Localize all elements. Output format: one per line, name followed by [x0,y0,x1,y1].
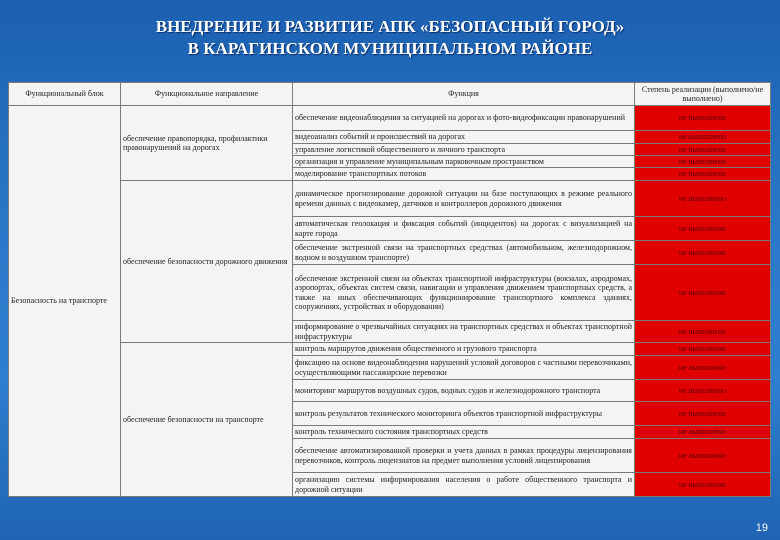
table-row [9,343,771,356]
header-function: Функция [293,83,635,106]
function-cell: фиксацию на основе видеонаблюдения нарушений условий договоров с частными перевозчиками, осуществляющими пассажирские перевозки [293,356,635,380]
table-header-row [9,83,771,106]
status-cell: не выполнено [635,106,771,131]
title-line-2: В КАРАГИНСКОМ МУНИЦИПАЛЬНОМ РАЙОНЕ [187,39,593,58]
block-cell: Безопасность на транспорте [9,106,121,497]
slide-title [0,16,780,60]
status-cell: не выполнено [635,356,771,380]
direction-cell: обеспечение правопорядка, профилактики правонарушений на дорогах [121,106,293,181]
table-row [9,181,771,217]
header-status: Степень реализации (выполнено/не выполнено) [635,83,771,106]
function-cell: контроль технического состояния транспортных средств [293,426,635,439]
title-line-1: ВНЕДРЕНИЕ И РАЗВИТИЕ АПК «БЕЗОПАСНЫЙ ГОРОД» [155,17,625,36]
function-cell: автоматическая геолокация и фиксация событий (инцидентов) на дорогах с визуализацией на карте города [293,217,635,241]
status-cell: не выполнено [635,439,771,473]
function-cell: организация и управление муниципальным парковочным пространством [293,156,635,168]
direction-cell: обеспечение безопасности на транспорте [121,343,293,497]
status-cell: не выполнено [635,217,771,241]
function-cell: обеспечение экстренной связи на транспортных средствах (автомобильном, железнодорожном, водном и воздушном транспорте) [293,241,635,265]
status-cell: не выполнено [635,156,771,168]
function-cell: организацию системы информирования населения о работе общественного транспорта и дорожной ситуации [293,473,635,497]
header-block: Функциональный блок [9,83,121,106]
implementation-table [8,82,771,497]
direction-cell: обеспечение безопасности дорожного движения [121,181,293,343]
status-cell: не выполнено [635,241,771,265]
function-cell: обеспечение автоматизированной проверки и учета данных в рамках процедуры лицензирования перевозчиков, контроль лицензиатов на предмет выполнения условий лицензирования [293,439,635,473]
function-cell: управление логистикой общественного и личного транспорта [293,144,635,156]
function-cell: видеоанализ событий и происшествий на дорогах [293,131,635,144]
header-direction: Функциональное направление [121,83,293,106]
status-cell: не выполнено [635,321,771,343]
function-cell: динамическое прогнозирование дорожной ситуации на базе поступающих в режиме реального времени данных с видеокамер, датчиков и контроллеров дорожного движения [293,181,635,217]
status-cell: не выполнено [635,168,771,181]
status-cell: не выполнено [635,426,771,439]
status-cell: не выполнено [635,181,771,217]
table-row [9,106,771,131]
page-number: 19 [755,522,768,534]
status-cell: не выполнено [635,144,771,156]
status-cell: не выполнено [635,265,771,321]
function-cell: обеспечение экстренной связи на объектах транспортной инфраструктуры (вокзалах, аэродромах, аэропортах, объектах систем связи, навигации и управления движением транспортных средств, а также на иных обеспечивающих функционирование транспортного комплекса зданиях, сооружениях, устройствах и оборудовании) [293,265,635,321]
function-cell: контроль результатов технического мониторинга объектов транспортной инфраструктуры [293,402,635,426]
function-cell: обеспечение видеонаблюдения за ситуацией на дорогах и фото-видеофиксации правонарушений [293,106,635,131]
function-cell: контроль маршрутов движения общественного и грузового транспорта [293,343,635,356]
function-cell: моделирование транспортных потоков [293,168,635,181]
status-cell: не выполнено [635,473,771,497]
status-cell: не выполнено [635,343,771,356]
status-cell: не выполнено [635,131,771,144]
status-cell: не выполнено [635,402,771,426]
function-cell: мониторинг маршрутов воздушных судов, водных судов и железнодорожного транспорта [293,380,635,402]
function-cell: информирование о чрезвычайных ситуациях на транспортных средствах и объектах транспортной инфраструктуры [293,321,635,343]
status-cell: не выполнено [635,380,771,402]
